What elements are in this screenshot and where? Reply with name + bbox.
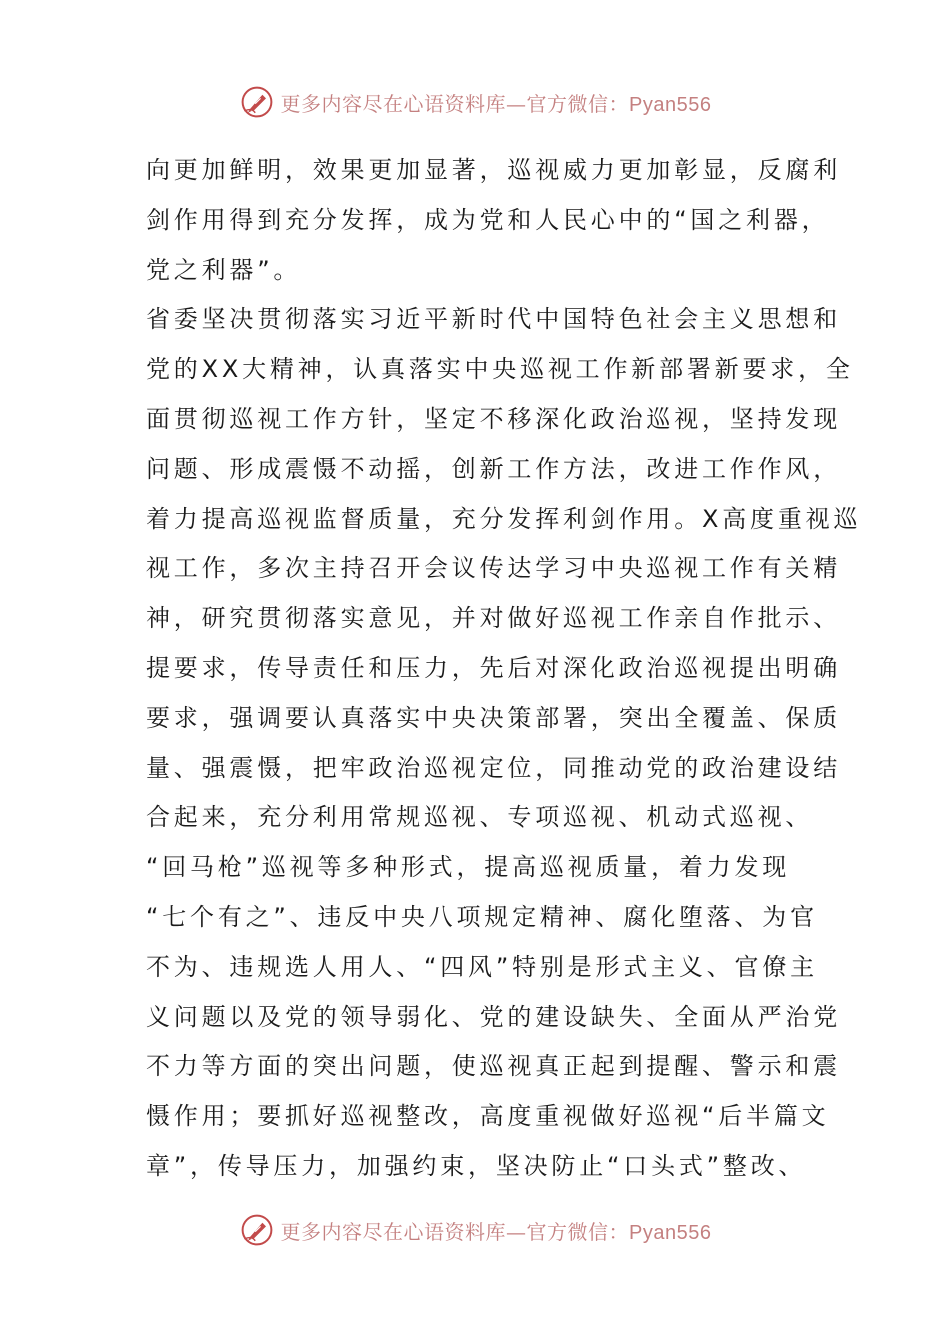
document-body	[146, 146, 862, 1192]
body-line: 剑作用得到充分发挥，成为党和人民心中的“国之利器，	[146, 205, 830, 234]
footer-banner-text	[281, 1216, 712, 1245]
body-line: 提要求，传导责任和压力，先后对深化政治巡视提出明确	[146, 653, 841, 682]
header-site-text: 更多内容尽在心语资料库	[280, 91, 507, 116]
header-wechat-text: 官方微信：Pyan556	[526, 93, 712, 116]
body-line: 慑作用；要抓好巡视整改，高度重视做好巡视“后半篇文	[146, 1102, 830, 1131]
header-dash: —	[506, 91, 527, 116]
pen-nib-logo-icon	[239, 1212, 275, 1248]
body-line: 党的XX大精神，认真落实中央巡视工作新部署新要求，全	[146, 355, 854, 384]
body-line: 党之利器”。	[146, 255, 302, 284]
body-line: 要求，强调要认真落实中央决策部署，突出全覆盖、保质	[146, 703, 841, 732]
body-line: 面贯彻巡视工作方针，坚定不移深化政治巡视，坚持发现	[146, 404, 841, 433]
body-line: 视工作，多次主持召开会议传达学习中央巡视工作有关精	[146, 554, 841, 583]
body-line: 省委坚决贯彻落实习近平新时代中国特色社会主义思想和	[146, 305, 841, 334]
footer-site-text: 更多内容尽在心语资料库	[280, 1219, 507, 1244]
body-line: 不为、违规选人用人、“四风”特别是形式主义、官僚主	[146, 952, 818, 981]
footer-banner-content	[239, 1212, 712, 1248]
footer-dash: —	[506, 1219, 527, 1244]
body-line: 章”，传导压力，加强约束，坚决防止“口头式”整改、	[146, 1151, 807, 1180]
pen-nib-logo-icon	[239, 84, 275, 120]
header-banner-content	[239, 84, 712, 120]
body-line: 合起来，充分利用常规巡视、专项巡视、机动式巡视、	[146, 803, 814, 832]
body-line: 问题、形成震慑不动摇，创新工作方法，改进工作作风，	[146, 454, 841, 483]
body-line: 量、强震慑，把牢政治巡视定位，同推动党的政治建设结	[146, 753, 841, 782]
body-line: “回马枪”巡视等多种形式，提高巡视质量，着力发现	[146, 853, 791, 882]
footer-banner	[0, 1208, 950, 1252]
body-line: 着力提高巡视监督质量，充分发挥利剑作用。X高度重视巡	[146, 504, 862, 533]
header-banner-text	[281, 88, 712, 117]
body-line: 不力等方面的突出问题，使巡视真正起到提醒、警示和震	[146, 1052, 841, 1081]
body-line: 向更加鲜明，效果更加显著，巡视威力更加彰显，反腐利	[146, 156, 841, 184]
body-line: “七个有之”、违反中央八项规定精神、腐化堕落、为官	[146, 902, 818, 931]
footer-wechat-text: 官方微信：Pyan556	[526, 1221, 712, 1244]
body-line: 神，研究贯彻落实意见，并对做好巡视工作亲自作批示、	[146, 604, 841, 633]
header-banner	[0, 80, 950, 124]
body-line: 义问题以及党的领导弱化、党的建设缺失、全面从严治党	[146, 1002, 841, 1031]
